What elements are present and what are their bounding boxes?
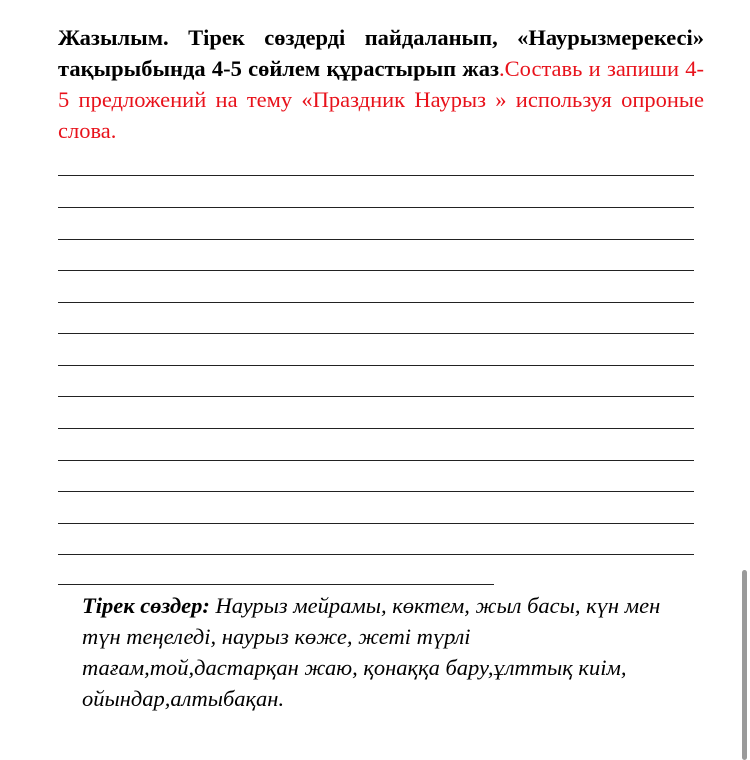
support-words-text: Наурыз мейрамы, көктем, жыл басы, күн мен түн теңеледі, наурыз көже, жеті түрлі тағам,той,дастарқан жаю, қонаққа бару,ұлттық киім, ойындар,алтыбақан.	[82, 593, 661, 711]
task-instructions	[58, 22, 704, 146]
support-words	[82, 590, 682, 714]
writing-line	[58, 491, 694, 492]
writing-line	[58, 333, 694, 334]
task-russian-text: .Составь и запиши 4-5 предложений на тему «Праздник Наурыз » используя опроные слова.	[58, 56, 705, 143]
writing-line	[58, 554, 694, 555]
writing-line	[58, 365, 694, 366]
writing-line	[58, 428, 694, 429]
writing-line	[58, 270, 694, 271]
task-kazakh-text: Жазылым. Тірек сөздерді пайдаланып, «Наурызмерекесі» тақырыбында 4-5 сөйлем құрастырып жаз	[58, 25, 704, 81]
support-words-label: Тірек сөздер:	[82, 593, 210, 618]
writing-line	[58, 523, 694, 524]
writing-line	[58, 302, 694, 303]
writing-line	[58, 396, 694, 397]
scrollbar[interactable]	[742, 570, 747, 760]
writing-line	[58, 584, 494, 585]
writing-line	[58, 207, 694, 208]
writing-line	[58, 239, 694, 240]
writing-line	[58, 175, 694, 176]
writing-line	[58, 460, 694, 461]
